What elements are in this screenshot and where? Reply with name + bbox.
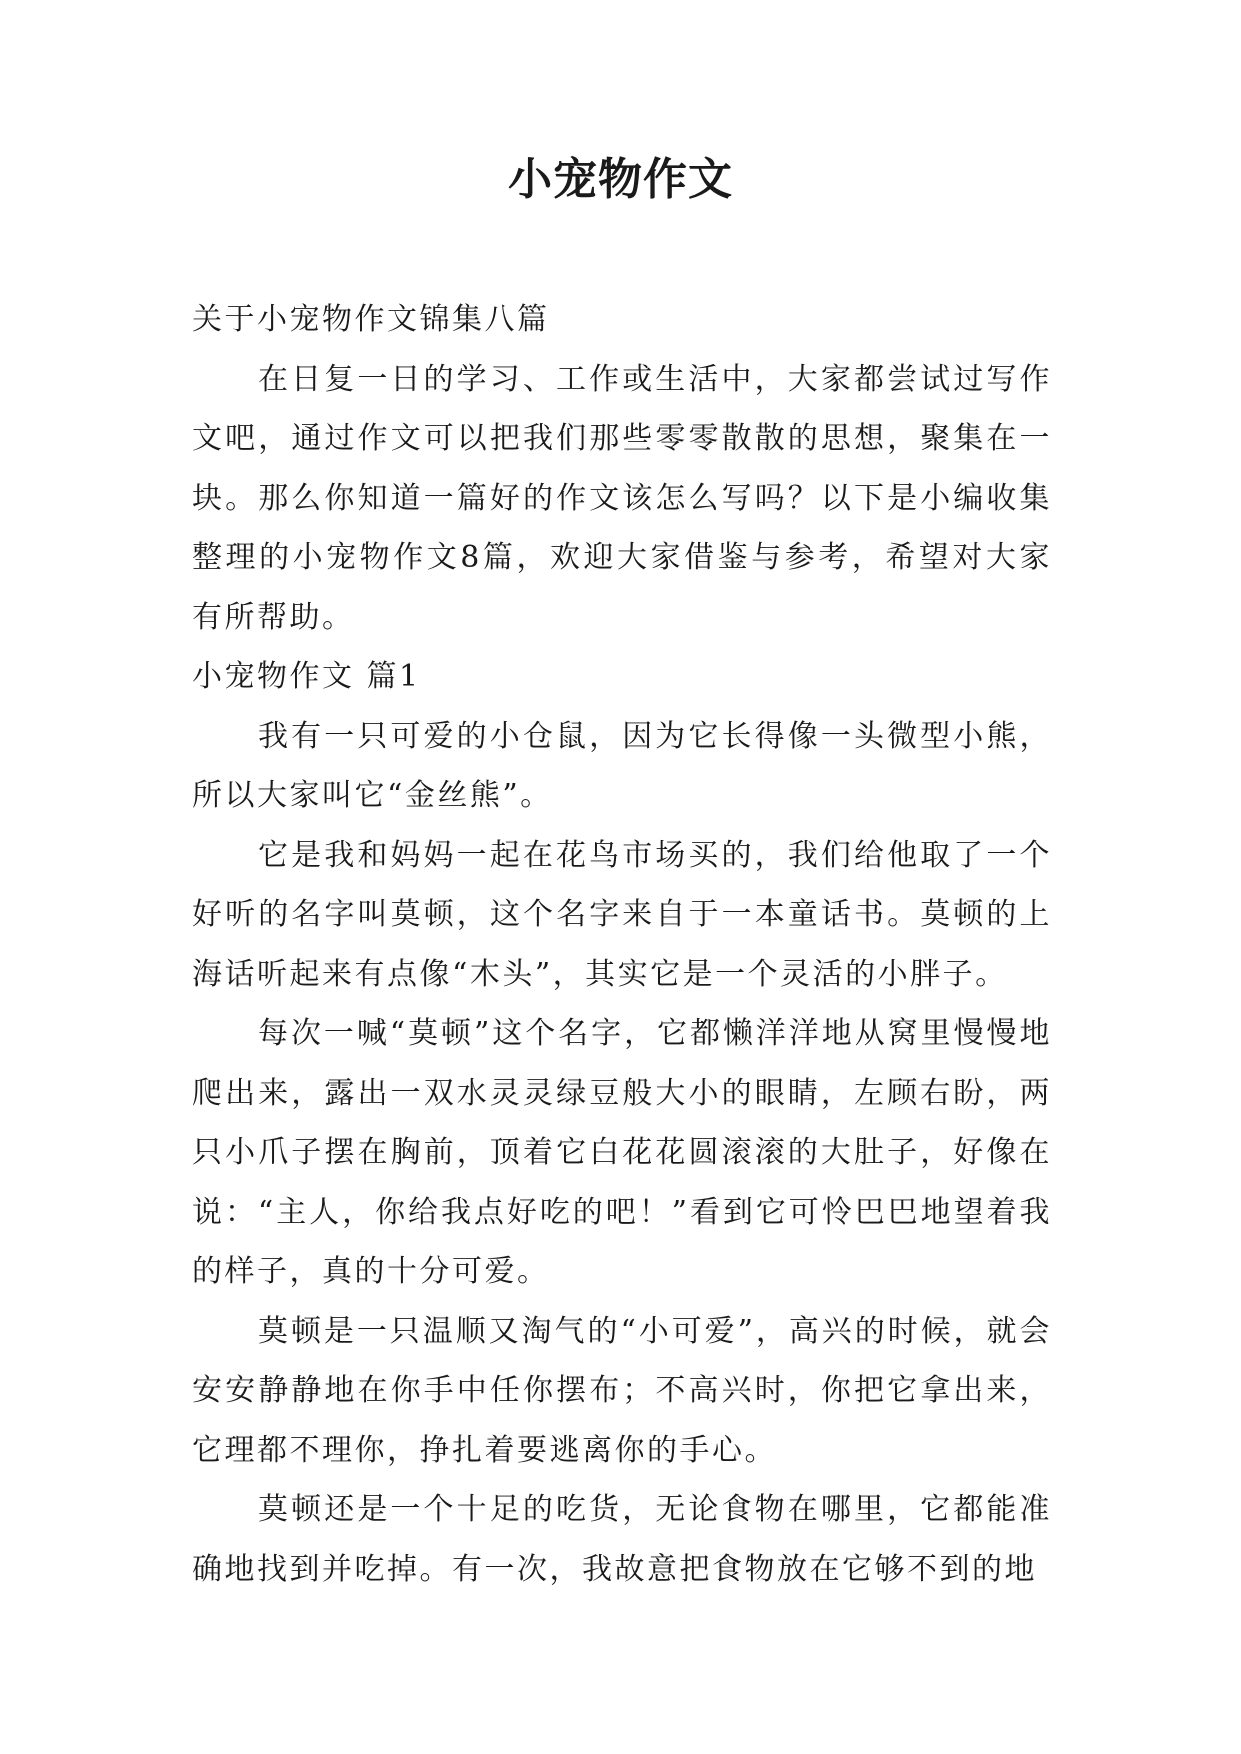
section-heading: 小宠物作文 篇1 bbox=[192, 659, 421, 694]
section-heading: 关于小宠物作文锦集八篇 bbox=[192, 302, 550, 337]
paragraph: 在日复一日的学习、工作或生活中，大家都尝试过写作文吧，通过作文可以把我们那些零零散散的思想，聚集在一块。那么你知道一篇好的作文该怎么写吗？以下是小编收集整理的小宠物作文8篇，欢迎大家借鉴与参考，希望对大家有所帮助。 bbox=[192, 361, 1052, 635]
paragraph: 莫顿是一只温顺又淘气的“小可爱”，高兴的时候，就会安安静静地在你手中任你摆布；不高兴时，你把它拿出来，它理都不理你，挣扎着要逃离你的手心。 bbox=[192, 1313, 1052, 1468]
paragraph: 我有一只可爱的小仓鼠，因为它长得像一头微型小熊，所以大家叫它“金丝熊”。 bbox=[192, 718, 1052, 813]
paragraph: 每次一喊“莫顿”这个名字，它都懒洋洋地从窝里慢慢地爬出来，露出一双水灵灵绿豆般大小的眼睛，左顾右盼，两只小爪子摆在胸前，顶着它白花花圆滚滚的大肚子，好像在说：“主人，你给我点好吃的吧！”看到它可怜巴巴地望着我的样子，真的十分可爱。 bbox=[192, 1016, 1052, 1289]
document-body bbox=[192, 290, 1052, 1599]
document-title: 小宠物作文 bbox=[508, 154, 733, 205]
paragraph: 它是我和妈妈一起在花鸟市场买的，我们给他取了一个好听的名字叫莫顿，这个名字来自于一本童话书。莫顿的上海话听起来有点像“木头”，其实它是一个灵活的小胖子。 bbox=[192, 837, 1052, 992]
paragraph: 莫顿还是一个十足的吃货，无论食物在哪里，它都能准确地找到并吃掉。有一次，我故意把食物放在它够不到的地 bbox=[192, 1492, 1052, 1587]
